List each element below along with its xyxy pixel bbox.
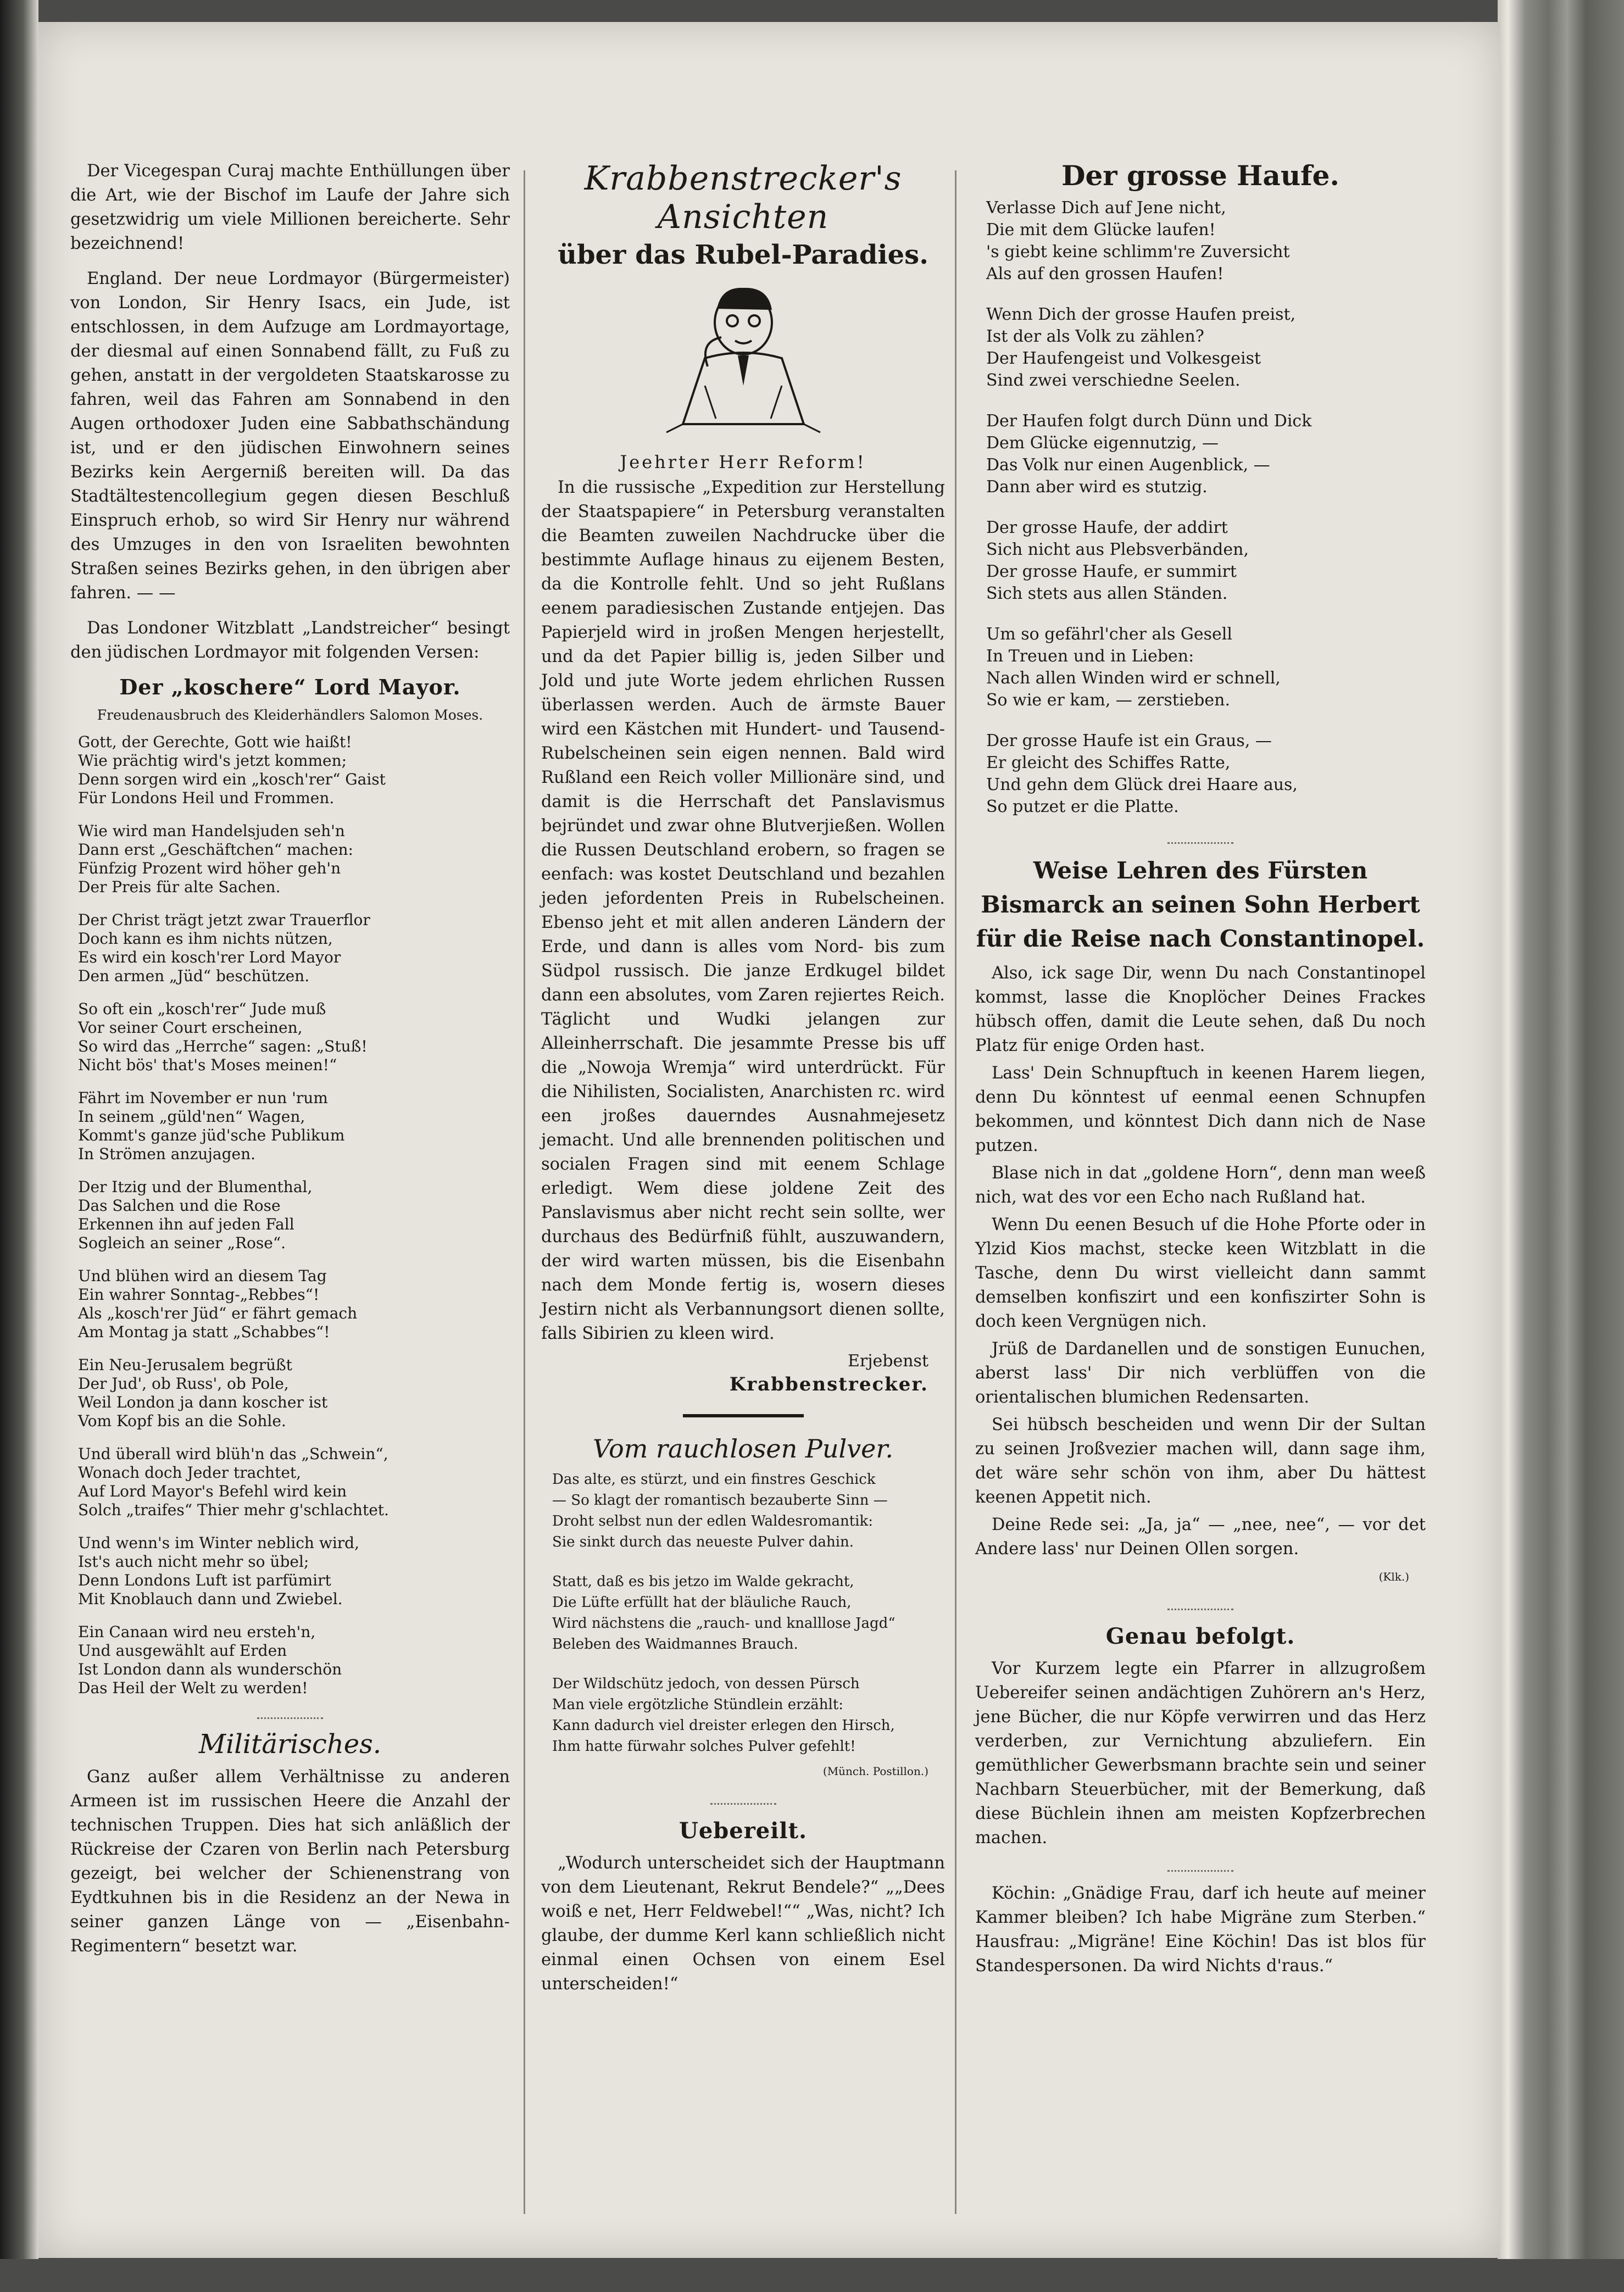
poem-stanza: Der Itzig und der Blumenthal, Das Salchen und die Rose Erkennen ihn auf jeden Fall Sogleich an seiner „Rose“. — [78, 1178, 313, 1252]
article-paragraph: Ganz außer allem Verhältnisse zu anderen Armeen ist im russischen Heere die Anzahl der technischen Truppen. Dies hat sich anläßlich der Rückreise der Czaren von Berlin nach Petersburg gezeigt, bei welcher der Schienenstrang von Eydtkuhnen bis in die Residenz an der Newa in seiner ganzen Länge von — „Eisenbahn-Regimentern“ besetzt war. — [70, 1767, 510, 1956]
article-title: Weise Lehren des Fürsten Bismarck an seinen Sohn Herbert für die Reise nach Constantinopel. — [976, 857, 1425, 952]
poem-stanza: Ein Neu-Jerusalem begrüßt Der Jud', ob Russ', ob Pole, Weil London ja dann koscher ist Vom Kopf bis an die Sohle. — [78, 1356, 328, 1430]
poem-title: Der grosse Haufe. — [1061, 159, 1339, 192]
caricature-illustration — [655, 276, 831, 441]
newspaper-page — [38, 22, 1500, 2258]
article-title: Krabbenstrecker's Ansichten — [584, 159, 902, 236]
poem-stanza: Und wenn's im Winter neblich wird, Ist's auch nicht mehr so übel; Denn Londons Luft ist parfümirt Mit Knoblauch dann und Zwiebel. — [78, 1534, 359, 1608]
article-paragraph: Also, ick sage Dir, wenn Du nach Constantinopel kommst, lasse die Knoplöcher Deines Frackes hübsch offen, damit die Leute sehen, daß Du noch Platz für enige Orden hast. — [975, 964, 1426, 1055]
article-paragraph: England. Der neue Lordmayor (Bürgermeister) von London, Sir Henry Isacs, ein Jude, ist entschlossen, in dem Aufzuge am Lordmayortage, der diesmal auf einen Sonnabend fällt, zu Fuß zu gehen, anstatt in der vergoldeten Staatskarosse zu fahren, weil das Fahren am Sonnabend in den Augen orthodoxer Juden eine Sabbathschändung ist, und er den jüdischen Einwohnern seines Bezirks kein Aergerniß bereiten will. Da das Stadtältestencollegium gegen diesen Beschluß Einspruch erhob, so wird Sir Henry nur während des Umzuges in den von Israeliten bewohnten Straßen seines Bezirks gehen, in den übrigen aber fahren. — — — [70, 269, 510, 603]
column-left — [70, 159, 510, 1962]
poem-stanza: Verlasse Dich auf Jene nicht, Die mit dem Glücke laufen! 's giebt keine schlimm're Zuversicht Als auf den grossen Haufen! — [986, 198, 1290, 283]
article-paragraph: Lass' Dein Schnupftuch in keenen Harem liegen, denn Du könntest uf eenmal eenen Schnupfen bekommen, und könntest Dich dann nich de Nase putzen. — [975, 1064, 1426, 1155]
poem-stanza: Gott, der Gerechte, Gott wie haißt! Wie prächtig wird's jetzt kommen; Denn sorgen wird ein „kosch'rer“ Gaist Für Londons Heil und Frommen. — [78, 733, 386, 807]
source-citation: (Münch. Postillon.) — [822, 1765, 928, 1778]
poem-stanza: Um so gefährl'cher als Gesell In Treuen und in Lieben: Nach allen Winden wird er schnell, So wie er kam, — zerstieben. — [986, 625, 1281, 710]
letter-body: In die russische „Expedition zur Herstellung der Staatspapiere“ in Petersburg veranstalten die Beamten zuweilen Nachdrucke über die bestimmte Auflage hinaus zu eijenem Besten, da die Kontrolle fehlt. Und so jeht Rußlans eenem paradiesischen Zustande entjejen. Das Papierjeld wird in jroßen Mengen herjestellt, und da det Papier billig is, jeden Silber und Jold und jute Worte jedem ehrlichen Russen überlassen werden. Auch de ärmste Bauer wird een Kästchen mit Hundert- und Tausend-Rubelscheinen sein eigen nennen. Bald wird Rußland een Reich voller Millionäre sind, und damit is die Herrschaft det Panslavismus bejründet und zwar ohne Blutverjießen. Wollen die Russen Deutschland erobern, so fragen se eenfach: was kostet Deutschland und bezahlen jeden jefordenten Preis in Rubelscheinen. Ebenso jeht et mit allen anderen Ländern der Erde, und dann is alles vom Nord- bis zum Südpol russisch. Die janze Erdkugel bildet dann een absolutes, vom Zaren rejiertes Reich. Täglicht und Wudki jelangen zur Alleinherrschaft. Die jesammte Presse bis uff die „Nowoja Wremja“ wird unterdrückt. Für die Nihilisten, Socialisten, Anarchisten rc. wird een jroßes dauerndes Ausnahmejesetz jemacht. Und alle brennenden politischen und socialen Fragen sind mit eenem Schlage erledigt. Wem diese joldene Zeit des Panslavismus aber nicht recht sein sollte, wer durchaus des Bedürfniß fühlt, auszuwandern, der wird warten müssen, bis die Eisenbahn nach dem Monde fertig is, wosern dieses Jestirn nicht als Verbannungsort dienen sollte, falls Sibirien zu kleen wird. — [541, 478, 945, 1343]
poem-stanza: Der Christ trägt jetzt zwar Trauerflor Doch kann es ihm nichts nützen, Es wird ein kosch'rer Lord Mayor Den armen „Jüd“ beschützen. — [78, 911, 370, 985]
section-divider — [1167, 1603, 1233, 1610]
anecdote-text: Köchin: „Gnädige Frau, darf ich heute auf meiner Kammer bleiben? Ich habe Migräne zum Sterben.“ Hausfrau: „Migräne! Eine Köchin! Das ist blos für Standespersonen. Da wird Nichts d'raus.“ — [975, 1884, 1426, 1976]
poem-stanza: Der Haufen folgt durch Dünn und Dick Dem Glücke eigennutzig, — Das Volk nur einen Augenblick, — Dann aber wird es stutzig. — [986, 411, 1312, 497]
poem-stanza: So oft ein „kosch'rer“ Jude muß Vor seiner Court erscheinen, So wird das „Herrche“ sagen: „Stuß! Nicht bös' that's Moses meinen!“ — [78, 1000, 368, 1074]
article-paragraph: Jrüß de Dardanellen und de sonstigen Eunuchen, aberst lass' Dir nich verblüffen von die orientalischen blumichen Redensarten. — [975, 1339, 1426, 1407]
letter-greeting: Jeehrter Herr Reform! — [620, 452, 866, 472]
poem-title: Vom rauchlosen Pulver. — [593, 1434, 893, 1464]
letter-closing: Erjebenst — [847, 1351, 928, 1371]
scan-left-edge — [0, 0, 38, 2292]
section-divider — [1167, 1865, 1233, 1872]
section-divider — [710, 1798, 776, 1805]
article-paragraph: Der Vicegespan Curaj machte Enthüllungen über die Art, wie der Bischof im Laufe der Jahre sich gesetzwidrig um viele Millionen bereicherte. Sehr bezeichnend! — [70, 162, 510, 253]
poem-stanza: Der grosse Haufe, der addirt Sich nicht aus Plebsverbänden, Der grosse Haufe, er summirt Sich stets aus allen Ständen. — [986, 518, 1249, 603]
poem-stanza: Wenn Dich der grosse Haufen preist, Ist der als Volk zu zählen? Der Haufengeist und Volkesgeist Sind zwei verschiedne Seelen. — [986, 305, 1296, 390]
scan-bottom-edge — [0, 2259, 1624, 2292]
article-paragraph: Das Londoner Witzblatt „Landstreicher“ besingt den jüdischen Lordmayor mit folgenden Versen: — [70, 619, 510, 662]
poem-stanza: Der Wildschütz jedoch, von dessen Pürsch Man viele ergötzliche Stündlein erzählt: Kann dadurch viel dreister erlegen den Hirsch, Ihm hatte fürwahr solches Pulver gefehlt! — [552, 1676, 895, 1755]
letter-signature: Krabbenstrecker. — [729, 1373, 928, 1395]
section-divider — [257, 1712, 323, 1719]
section-divider — [683, 1414, 804, 1417]
article-subtitle: über das Rubel-Paradies. — [558, 240, 928, 270]
poem-stanza: Statt, daß es bis jetzo im Walde gekracht, Die Lüfte erfüllt hat der bläuliche Rauch, Wird nächstens die „rauch- und knalllose Jagd“ Beleben des Waidmannes Brauch. — [552, 1573, 896, 1653]
source-citation: (Klk.) — [1378, 1570, 1409, 1583]
column-rule — [955, 170, 956, 2214]
article-paragraph: Deine Rede sei: „Ja, ja“ — „nee, nee“, — vor det Andere lass' nur Deinen Ollen sorgen. — [975, 1515, 1426, 1559]
article-paragraph: Wenn Du eenen Besuch uf die Hohe Pforte oder in Ylzid Kios machst, stecke keen Witzblatt in die Tasche, denn Du wirst vielleicht dann sammt demselben konfiszirt und een konfiszirter Sohn is doch keen Vergnügen nich. — [975, 1215, 1426, 1331]
poem-stanza: Wie wird man Handelsjuden seh'n Dann erst „Geschäftchen“ machen: Fünfzig Prozent wird höher geh'n Der Preis für alte Sachen. — [78, 822, 353, 896]
section-divider — [1167, 837, 1233, 844]
column-right — [975, 154, 1426, 1982]
article-paragraph: Sei hübsch bescheiden und wenn Dir der Sultan zu seinen Jroßvezier machen will, dann sage ihm, det wäre sehr schön von ihm, aber Du hättest keenen Appetit nich. — [975, 1415, 1426, 1507]
poem-stanza: Ein Canaan wird neu ersteh'n, Und ausgewählt auf Erden Ist London dann als wunderschön Das Heil der Welt zu werden! — [78, 1623, 342, 1697]
poem-stanza: Das alte, es stürzt, und ein finstres Geschick — So klagt der romantisch bezauberte Sinn — Droht selbst nun der edlen Waldesromantik: Sie sinkt durch das neueste Pulver dahin. — [552, 1471, 888, 1550]
poem-stanza: Fährt im November er nun 'rum In seinem „güld'nen“ Wagen, Kommt's ganze jüd'sche Publikum In Strömen anzujagen. — [78, 1089, 345, 1163]
column-middle — [541, 159, 945, 2000]
poem-stanza: Und überall wird blüh'n das „Schwein“, Wonach doch Jeder trachtet, Auf Lord Mayor's Befehl wird kein Solch „traifes“ Thier mehr g'schlachtet. — [78, 1445, 389, 1519]
poem-stanza: Der grosse Haufe ist ein Graus, — Er gleicht des Schiffes Ratte, Und gehn dem Glück drei Haare aus, So putzet er die Platte. — [986, 731, 1298, 816]
anecdote-text: Vor Kurzem legte ein Pfarrer in allzugroßem Uebereifer seinen andächtigen Zuhörern an's Herz, jene Bücher, die nur Köpfe verwirren und das Herz verderben, zur Vernichtung abzuliefern. Ein gemüthlicher Gewerbsmann brachte sein und seiner Nachbarn Steuerbücher, mit der Bemerkung, daß diese Büchlein ihnen am meisten Kopfzerbrechen machen. — [975, 1659, 1426, 1848]
article-paragraph: Blase nich in dat „goldene Horn“, denn man weeß nich, wat des vor een Echo nach Rußland hat. — [975, 1164, 1426, 1207]
poem-stanza: Und blühen wird an diesem Tag Ein wahrer Sonntag-„Rebbes“! Als „kosch'rer Jüd“ er fährt gemach Am Montag ja statt „Schabbes“! — [78, 1267, 358, 1341]
anecdote-text: „Wodurch unterscheidet sich der Hauptmann von dem Lieutenant, Rekrut Bendele?“ „„Dees woiß e net, Herr Feldwebel!““ „Was, nicht? Ich glaube, der dumme Kerl kann schließlich nicht einmal einen Ochsen von einem Esel unterscheiden!“ — [541, 1854, 945, 1994]
anecdote-title: Genau befolgt. — [1105, 1623, 1295, 1649]
poem-title: Der „koschere“ Lord Mayor. — [119, 675, 461, 699]
column-rule — [524, 170, 525, 2214]
anecdote-title: Uebereilt. — [678, 1818, 808, 1844]
section-title: Militärisches. — [198, 1729, 382, 1760]
poem-subtitle: Freudenausbruch des Kleiderhändlers Salomon Moses. — [97, 707, 483, 723]
book-spine-edge — [1498, 0, 1624, 2292]
